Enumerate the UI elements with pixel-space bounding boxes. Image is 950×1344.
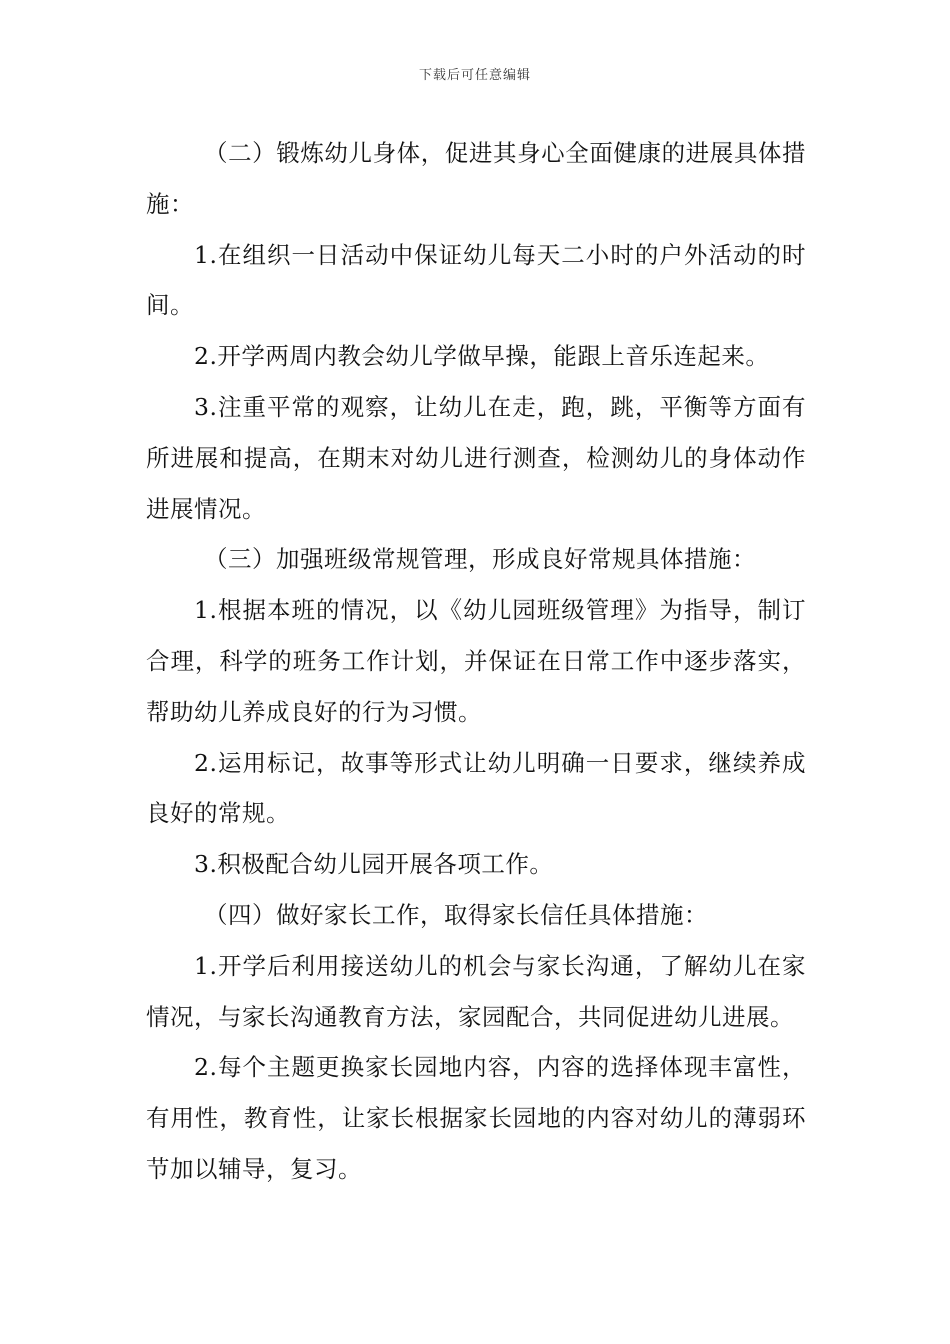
paragraph-item: 2.开学两周内教会幼儿学做早操，能跟上音乐连起来。 <box>194 342 770 371</box>
paragraph-item: 1.在组织一日活动中保证幼儿每天二小时的户外活动的时间。 <box>146 240 806 320</box>
section-heading-2: （二）锻炼幼儿身体，促进其身心全面健康的进展具体措施： <box>146 139 806 218</box>
section-heading-3: （三）加强班级常规管理，形成良好常规具体措施： <box>204 545 756 574</box>
paragraph-item: 3.注重平常的观察，让幼儿在走，跑，跳，平衡等方面有所进展和提高，在期末对幼儿进行测查，检测幼儿的身体动作进展情况。 <box>146 392 806 523</box>
paragraph-item: 2.每个主题更换家长园地内容，内容的选择体现丰富性，有用性，教育性，让家长根据家长园地的内容对幼儿的薄弱环节加以辅导，复习。 <box>146 1053 806 1183</box>
paragraph-item: 1.开学后利用接送幼儿的机会与家长沟通，了解幼儿在家情况，与家长沟通教育方法，家园配合，共同促进幼儿进展。 <box>146 951 806 1031</box>
document-body <box>146 128 806 1195</box>
section-heading-4: （四）做好家长工作，取得家长信任具体措施： <box>204 900 708 929</box>
paragraph-item: 3.积极配合幼儿园开展各项工作。 <box>194 850 554 879</box>
paragraph-item: 1.根据本班的情况，以《幼儿园班级管理》为指导，制订合理，科学的班务工作计划，并保证在日常工作中逐步落实，帮助幼儿养成良好的行为习惯。 <box>146 596 806 726</box>
paragraph-item: 2.运用标记，故事等形式让幼儿明确一日要求，继续养成良好的常规。 <box>146 748 806 828</box>
page-header: 下载后可任意编辑 <box>418 68 531 83</box>
